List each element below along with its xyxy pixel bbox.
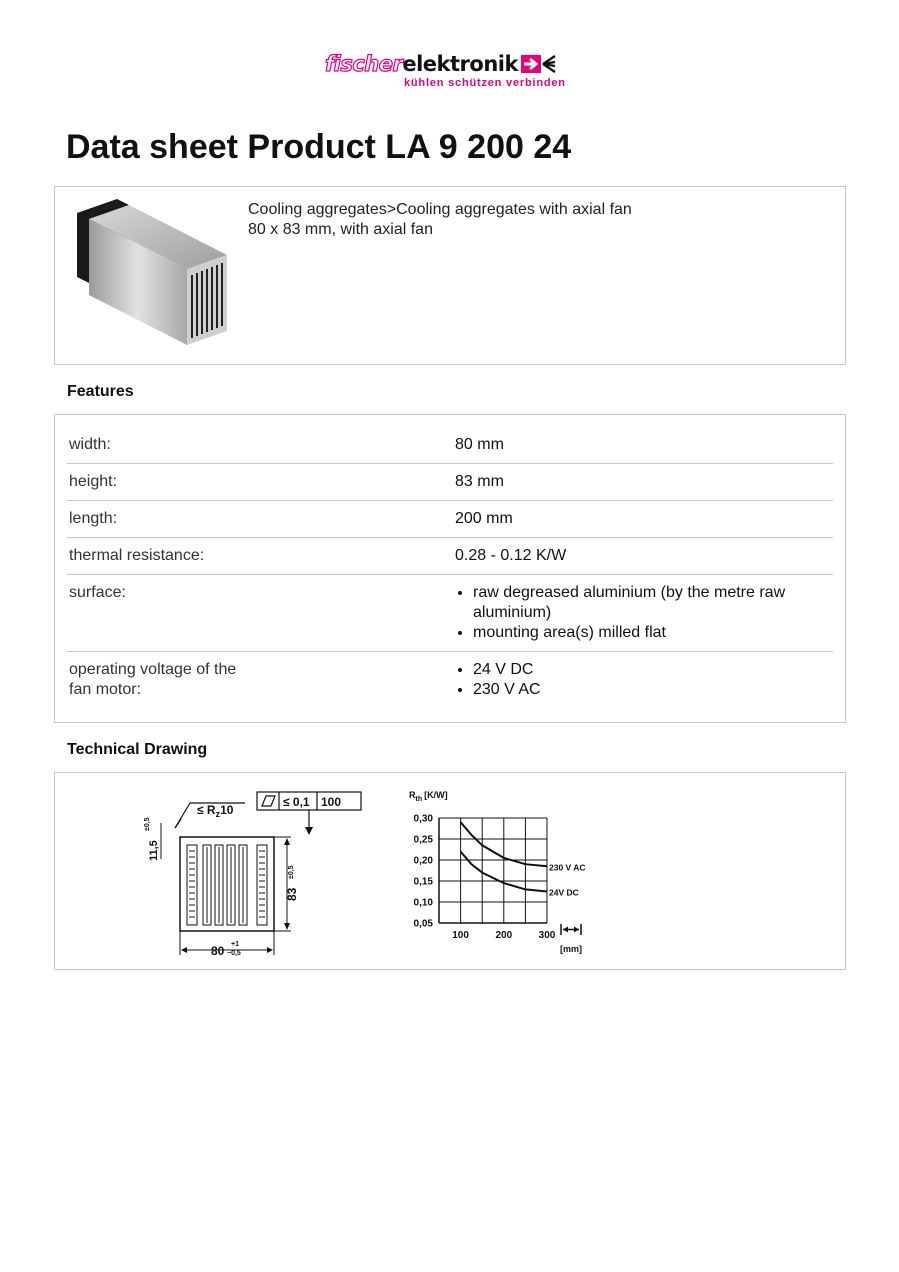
table-row: [67, 575, 833, 652]
product-description: 80 x 83 mm, with axial fan: [248, 221, 433, 238]
list-item: • mounting area(s) milled flat: [473, 623, 833, 643]
chart-ylabel: $R_{th}$ [K/W]: [409, 790, 448, 803]
flatness-length: 100: [321, 795, 342, 809]
profile-cross-section-drawing: [135, 783, 365, 963]
table-row: [67, 427, 833, 464]
feature-value-list: [453, 652, 833, 709]
dim-width: 80: [211, 944, 225, 958]
feature-value: 0.28 - 0.12 K/W: [453, 538, 833, 575]
chart-ytick-label: 0,05: [413, 918, 433, 930]
features-heading: Features: [67, 383, 134, 400]
logo-fischer-text: fischer: [325, 52, 403, 76]
feature-label: surface:: [67, 575, 453, 652]
product-summary-box: [54, 186, 846, 365]
chart-xtick-label: 300: [538, 930, 556, 941]
feature-label: height:: [67, 464, 453, 501]
chart-ytick-label: 0,25: [413, 834, 433, 846]
chart-ytick-label: 0,20: [413, 855, 433, 867]
logo-tagline: kühlen schützen verbinden: [404, 77, 566, 89]
feature-label: length:: [67, 501, 453, 538]
flatness-tolerance: ≤ 0,1: [283, 795, 310, 809]
list-item: • 230 V AC: [473, 680, 833, 700]
flatness-symbol-icon: [262, 796, 275, 806]
feature-label: operating voltage of the fan motor:: [69, 661, 237, 698]
thermal-resistance-chart: [395, 781, 615, 963]
product-image: [77, 195, 237, 350]
chart-xtick-label: 200: [495, 930, 513, 941]
table-row: [67, 652, 833, 709]
chart-series-label: 24V DC: [549, 887, 579, 898]
list-item: • 24 V DC: [473, 660, 833, 680]
dim-width-tol-lower: −0,5: [227, 950, 241, 957]
logo-elektronik-text: elektronik: [402, 52, 518, 76]
features-box: [54, 414, 846, 723]
feature-value: 80 mm: [453, 427, 833, 464]
feature-label: thermal resistance:: [67, 538, 453, 575]
chart-xlabel: [mm]: [560, 944, 582, 954]
feature-value: 83 mm: [453, 464, 833, 501]
dim-top-tol: ±0,5: [144, 817, 151, 831]
chart-ytick-label: 0,30: [413, 813, 433, 825]
list-item: • raw degreased aluminium (by the metre raw aluminium): [473, 583, 833, 623]
chart-series-label: 230 V AC: [549, 862, 586, 873]
dim-height-tol: ±0,5: [288, 865, 295, 879]
product-category: Cooling aggregates>Cooling aggregates with axial fan: [248, 201, 632, 218]
table-row: [67, 464, 833, 501]
feature-value: 200 mm: [453, 501, 833, 538]
chart-ytick-label: 0,10: [413, 897, 433, 909]
brand-logo: [325, 52, 575, 92]
dim-height: 83: [285, 887, 299, 901]
dim-top: 11,5: [148, 840, 160, 861]
technical-drawing-box: [54, 772, 846, 970]
technical-drawing-heading: Technical Drawing: [67, 741, 208, 758]
dim-width-tol-upper: +1: [231, 941, 239, 948]
features-table: [67, 427, 833, 708]
feature-label-cell: [67, 652, 453, 709]
feature-value-list: [453, 575, 833, 652]
table-row: [67, 538, 833, 575]
logo-arrow-icon: [521, 54, 565, 74]
chart-xtick-label: 100: [452, 930, 469, 941]
length-scale-icon: [561, 924, 581, 935]
product-description-block: [248, 200, 632, 240]
roughness-label: ≤ $R_z10$: [197, 803, 234, 819]
chart-ytick-label: 0,15: [413, 876, 433, 888]
feature-label: width:: [67, 427, 453, 464]
page-title: Data sheet Product LA 9 200 24: [66, 128, 572, 166]
table-row: [67, 501, 833, 538]
